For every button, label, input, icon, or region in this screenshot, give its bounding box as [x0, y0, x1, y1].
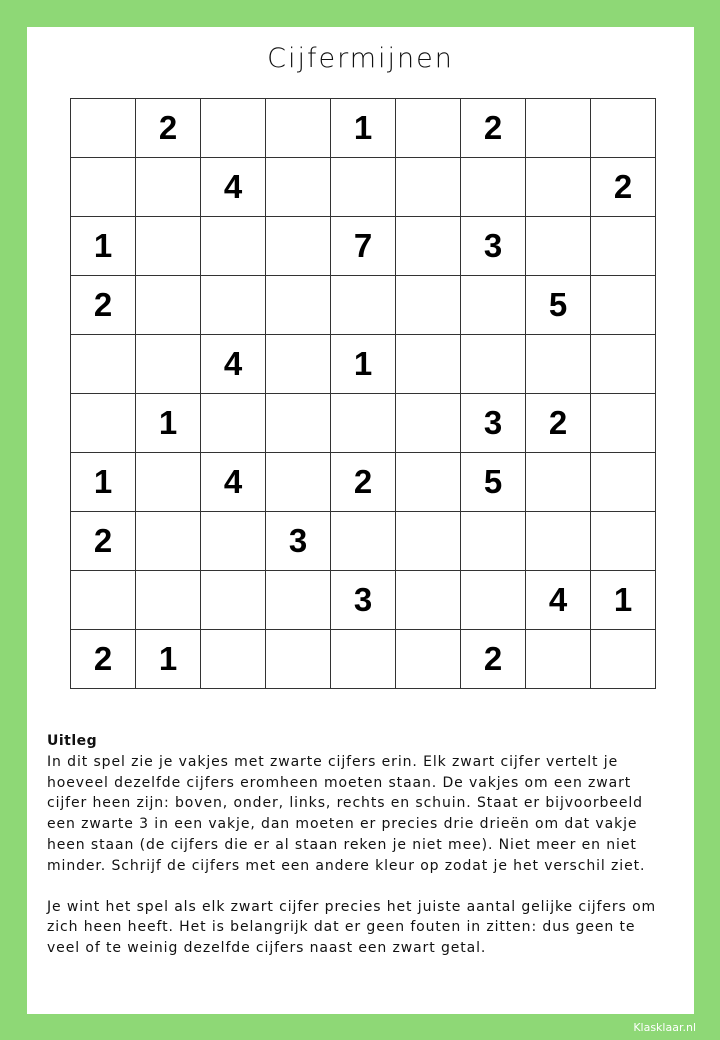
grid-cell-empty[interactable] — [526, 512, 591, 571]
grid-cell-empty[interactable] — [136, 276, 201, 335]
grid-cell-clue[interactable]: 2 — [71, 630, 136, 689]
grid-cell-empty[interactable] — [201, 630, 266, 689]
worksheet — [27, 27, 694, 1014]
grid-cell-empty[interactable] — [201, 217, 266, 276]
grid-cell-clue[interactable]: 1 — [331, 99, 396, 158]
grid-cell-empty[interactable] — [331, 630, 396, 689]
grid-cell-empty[interactable] — [526, 630, 591, 689]
grid-cell-empty[interactable] — [396, 630, 461, 689]
grid-cell-empty[interactable] — [396, 99, 461, 158]
grid-cell-clue[interactable]: 3 — [331, 571, 396, 630]
grid-cell-empty[interactable] — [71, 394, 136, 453]
grid-cell-empty[interactable] — [526, 335, 591, 394]
grid-cell-clue[interactable]: 2 — [526, 394, 591, 453]
grid-cell-clue[interactable]: 1 — [71, 453, 136, 512]
grid-cell-clue[interactable]: 2 — [71, 512, 136, 571]
grid-cell-empty[interactable] — [396, 512, 461, 571]
grid-cell-clue[interactable]: 4 — [201, 158, 266, 217]
grid-cell-empty[interactable] — [396, 217, 461, 276]
grid-cell-empty[interactable] — [461, 158, 526, 217]
grid-cell-empty[interactable] — [331, 276, 396, 335]
grid-row — [71, 512, 656, 571]
grid-cell-empty[interactable] — [526, 453, 591, 512]
grid-cell-clue[interactable]: 4 — [201, 453, 266, 512]
grid-cell-clue[interactable]: 5 — [526, 276, 591, 335]
grid-row — [71, 276, 656, 335]
grid-cell-empty[interactable] — [201, 99, 266, 158]
grid-cell-empty[interactable] — [266, 571, 331, 630]
grid-cell-empty[interactable] — [266, 99, 331, 158]
grid-cell-clue[interactable]: 1 — [331, 335, 396, 394]
grid-row — [71, 571, 656, 630]
grid-cell-empty[interactable] — [526, 99, 591, 158]
grid-cell-empty[interactable] — [266, 158, 331, 217]
grid-cell-empty[interactable] — [266, 394, 331, 453]
grid-cell-empty[interactable] — [201, 276, 266, 335]
grid-cell-empty[interactable] — [201, 394, 266, 453]
grid-cell-empty[interactable] — [461, 335, 526, 394]
grid-cell-empty[interactable] — [331, 394, 396, 453]
grid-cell-empty[interactable] — [266, 335, 331, 394]
grid-cell-clue[interactable]: 3 — [461, 394, 526, 453]
grid-cell-empty[interactable] — [591, 453, 656, 512]
grid-cell-empty[interactable] — [136, 512, 201, 571]
grid-cell-empty[interactable] — [136, 453, 201, 512]
instructions-heading: Uitleg — [47, 733, 98, 749]
grid-cell-empty[interactable] — [201, 571, 266, 630]
grid-cell-clue[interactable]: 7 — [331, 217, 396, 276]
grid-cell-empty[interactable] — [136, 335, 201, 394]
grid-cell-empty[interactable] — [71, 99, 136, 158]
page-title: Cijfermijnen — [267, 43, 454, 74]
grid-cell-clue[interactable]: 1 — [71, 217, 136, 276]
grid-cell-empty[interactable] — [591, 394, 656, 453]
grid-cell-clue[interactable]: 1 — [591, 571, 656, 630]
grid-cell-empty[interactable] — [136, 158, 201, 217]
grid-cell-empty[interactable] — [396, 571, 461, 630]
grid-row — [71, 158, 656, 217]
grid-cell-clue[interactable]: 4 — [201, 335, 266, 394]
grid-cell-clue[interactable]: 5 — [461, 453, 526, 512]
grid-cell-clue[interactable]: 2 — [461, 630, 526, 689]
grid-cell-clue[interactable]: 3 — [461, 217, 526, 276]
grid-cell-clue[interactable]: 2 — [71, 276, 136, 335]
grid-cell-empty[interactable] — [526, 158, 591, 217]
grid-cell-empty[interactable] — [396, 335, 461, 394]
instructions — [47, 731, 667, 959]
grid-cell-empty[interactable] — [396, 276, 461, 335]
grid-cell-empty[interactable] — [331, 158, 396, 217]
grid-cell-empty[interactable] — [591, 335, 656, 394]
grid-cell-clue[interactable]: 1 — [136, 394, 201, 453]
grid-cell-clue[interactable]: 2 — [591, 158, 656, 217]
grid-cell-empty[interactable] — [71, 158, 136, 217]
grid-cell-clue[interactable]: 4 — [526, 571, 591, 630]
grid-cell-clue[interactable]: 3 — [266, 512, 331, 571]
grid-cell-empty[interactable] — [591, 276, 656, 335]
grid-cell-empty[interactable] — [461, 512, 526, 571]
grid-cell-empty[interactable] — [136, 571, 201, 630]
instructions-paragraph-2: Je wint het spel als elk zwart cijfer precies het juiste aantal gelijke cijfers om zich heen heeft. Het is belangrijk dat er geen fouten in zitten: dus geen te veel of te weinig dezelfde cijfers naast een zwart getal. — [47, 898, 657, 957]
puzzle-grid — [70, 98, 656, 689]
grid-cell-clue[interactable]: 2 — [136, 99, 201, 158]
grid-cell-empty[interactable] — [461, 276, 526, 335]
grid-cell-empty[interactable] — [266, 217, 331, 276]
grid-cell-clue[interactable]: 2 — [461, 99, 526, 158]
grid-cell-empty[interactable] — [396, 158, 461, 217]
grid-cell-empty[interactable] — [461, 571, 526, 630]
footer-credit: Klasklaar.nl — [633, 1021, 696, 1034]
grid-cell-empty[interactable] — [396, 394, 461, 453]
grid-row — [71, 630, 656, 689]
grid-cell-empty[interactable] — [591, 217, 656, 276]
grid-cell-empty[interactable] — [396, 453, 461, 512]
grid-cell-empty[interactable] — [591, 630, 656, 689]
grid-cell-empty[interactable] — [591, 99, 656, 158]
grid-cell-empty[interactable] — [71, 335, 136, 394]
grid-cell-empty[interactable] — [331, 512, 396, 571]
grid-cell-empty[interactable] — [266, 453, 331, 512]
grid-cell-empty[interactable] — [136, 217, 201, 276]
grid-cell-empty[interactable] — [591, 512, 656, 571]
grid-row — [71, 217, 656, 276]
grid-row — [71, 99, 656, 158]
grid-row — [71, 335, 656, 394]
grid-cell-empty[interactable] — [526, 217, 591, 276]
grid-row — [71, 394, 656, 453]
grid-row — [71, 453, 656, 512]
grid-cell-clue[interactable]: 2 — [331, 453, 396, 512]
grid-cell-empty[interactable] — [266, 630, 331, 689]
grid-cell-empty[interactable] — [266, 276, 331, 335]
grid-cell-empty[interactable] — [201, 512, 266, 571]
grid-cell-empty[interactable] — [71, 571, 136, 630]
instructions-paragraph-1: In dit spel zie je vakjes met zwarte cijfers erin. Elk zwart cijfer vertelt je hoeveel dezelfde cijfers eromheen moeten staan. De vakjes om een zwart cijfer heen zijn: boven, onder, links, rechts en schuin. Staat er bijvoorbeeld een zwarte 3 in een vakje, dan moeten er precies drie drieën om dat vakje heen staan (de cijfers die er al staan reken je niet mee). Niet meer en niet minder. Schrijf de cijfers met een andere kleur op zodat je het verschil ziet. — [47, 753, 646, 874]
grid-cell-clue[interactable]: 1 — [136, 630, 201, 689]
